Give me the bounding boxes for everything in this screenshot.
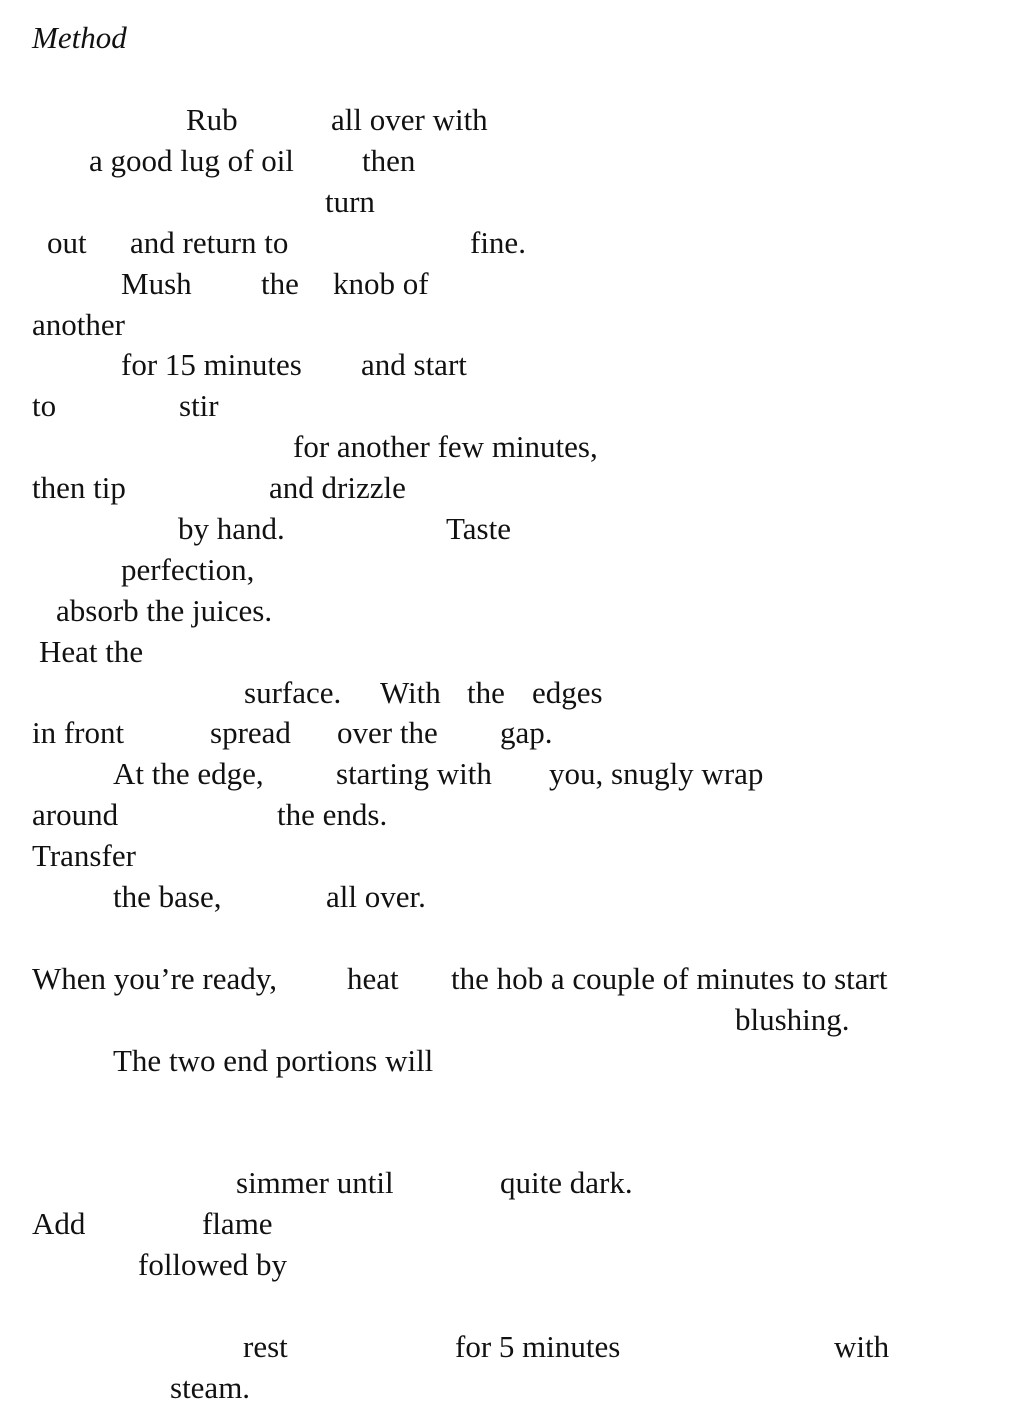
text-fragment: At the edge, (113, 756, 264, 791)
text-fragment: Transfer (32, 838, 136, 873)
text-fragment: edges (532, 675, 603, 710)
text-fragment: perfection, (121, 552, 255, 587)
text-fragment: for 5 minutes (455, 1329, 621, 1364)
text-fragment: a good lug of oil (89, 143, 294, 178)
method-heading: Method (32, 20, 127, 55)
text-fragment: starting with (336, 756, 492, 791)
text-fragment: all over with (331, 102, 488, 137)
text-fragment: you, snugly wrap (549, 756, 764, 791)
text-fragment: out (47, 225, 87, 260)
text-fragment: Heat the (39, 634, 144, 669)
text-fragment: then (362, 143, 416, 178)
text-fragment: heat (347, 961, 399, 996)
text-fragment: for 15 minutes (121, 347, 302, 382)
text-fragment: and drizzle (269, 470, 406, 505)
text-fragment: then tip (32, 470, 126, 505)
text-fragment: When you’re ready, (32, 961, 278, 996)
text-fragment: with (834, 1329, 890, 1364)
text-fragment: Add (32, 1206, 86, 1241)
text-fragment: gap. (500, 715, 553, 750)
text-fragment: flame (202, 1206, 273, 1241)
text-fragment: rest (243, 1329, 288, 1364)
text-fragment: simmer until (236, 1165, 394, 1200)
text-fragment: absorb the juices. (56, 593, 273, 628)
text-fragment: surface. (244, 675, 342, 710)
text-fragment: The two end portions will (113, 1043, 434, 1078)
text-fragment: knob of (333, 266, 429, 301)
text-fragment: followed by (138, 1247, 287, 1282)
text-fragment: the hob a couple of minutes to start (451, 961, 888, 996)
text-fragment: Mush (121, 266, 192, 301)
text-fragment: around (32, 797, 119, 832)
text-fragment: for another few minutes, (293, 429, 598, 464)
text-fragment: quite dark. (500, 1165, 633, 1200)
text-fragment: in front (32, 715, 125, 750)
text-fragment: steam. (170, 1370, 251, 1405)
text-fragment: the (261, 266, 299, 301)
text-fragment: stir (179, 388, 219, 423)
text-fragment: With (380, 675, 441, 710)
text-fragment: Rub (186, 102, 238, 137)
text-fragment: blushing. (735, 1002, 850, 1037)
text-fragment: the (467, 675, 505, 710)
text-fragment: and start (361, 347, 467, 382)
text-fragment: spread (210, 715, 291, 750)
text-fragment: and return to (130, 225, 289, 260)
text-fragment: Taste (446, 511, 511, 546)
text-fragment: fine. (470, 225, 526, 260)
text-fragment: over the (337, 715, 438, 750)
text-fragment: all over. (326, 879, 426, 914)
text-fragment: turn (325, 184, 375, 219)
text-fragment: by hand. (178, 511, 285, 546)
text-fragment: the base, (113, 879, 222, 914)
text-fragment: another (32, 307, 125, 342)
text-fragment: to (32, 388, 57, 423)
text-fragment: the ends. (277, 797, 388, 832)
